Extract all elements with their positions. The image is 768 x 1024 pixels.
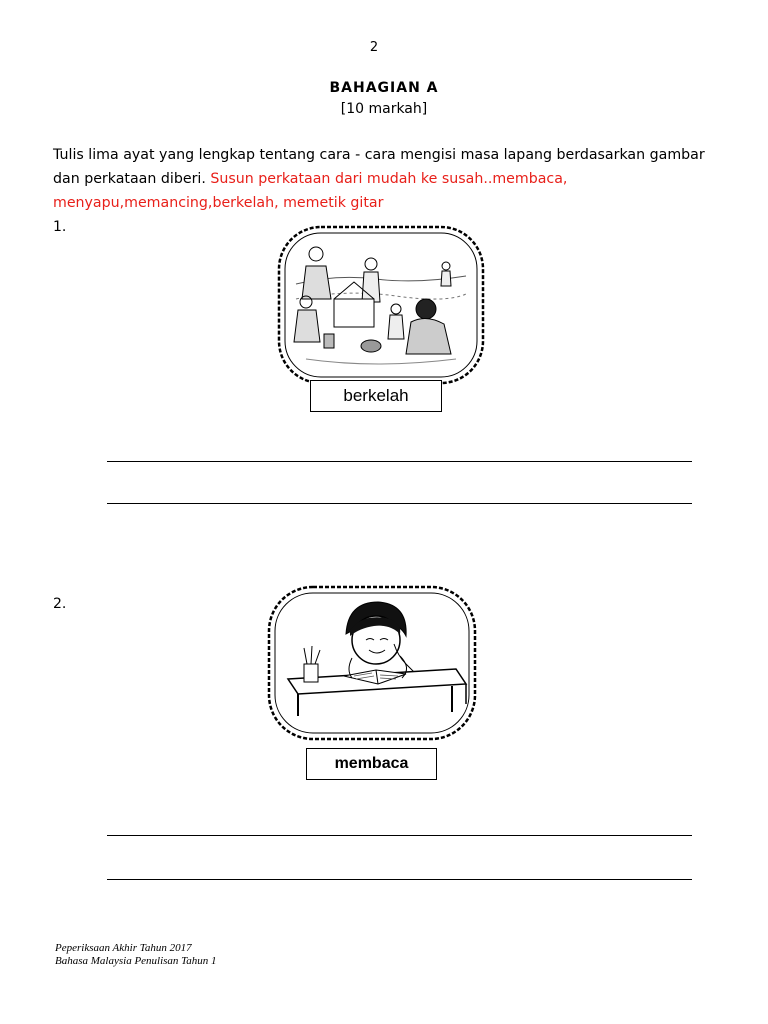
instruction-text: Tulis lima ayat yang lengkap tentang cara - cara mengisi masa lapang berdasarkan gambar dan perkataan diberi. bbox=[53, 147, 705, 187]
picnic-illustration bbox=[276, 224, 486, 386]
boy-reading-illustration bbox=[266, 584, 478, 742]
footer-exam-title: Peperiksaan Akhir Tahun 2017 bbox=[55, 942, 192, 954]
answer-line[interactable] bbox=[107, 461, 692, 462]
answer-line[interactable] bbox=[107, 835, 692, 836]
question-2-number: 2. bbox=[53, 596, 67, 612]
answer-line[interactable] bbox=[107, 503, 692, 504]
answer-line[interactable] bbox=[107, 879, 692, 880]
instruction-word-list: Susun perkataan dari mudah ke susah..membaca, menyapu,memancing,berkelah, memetik gitar bbox=[53, 171, 568, 211]
section-marks: [10 markah] bbox=[340, 101, 428, 117]
word-box-membaca: membaca bbox=[306, 748, 437, 780]
word-box-berkelah: berkelah bbox=[310, 380, 442, 412]
page-number: 2 bbox=[369, 40, 379, 55]
instruction-paragraph bbox=[53, 143, 713, 215]
section-title: BAHAGIAN A bbox=[329, 80, 439, 96]
footer-subject: Bahasa Malaysia Penulisan Tahun 1 bbox=[55, 955, 217, 967]
question-1-number: 1. bbox=[53, 219, 67, 235]
